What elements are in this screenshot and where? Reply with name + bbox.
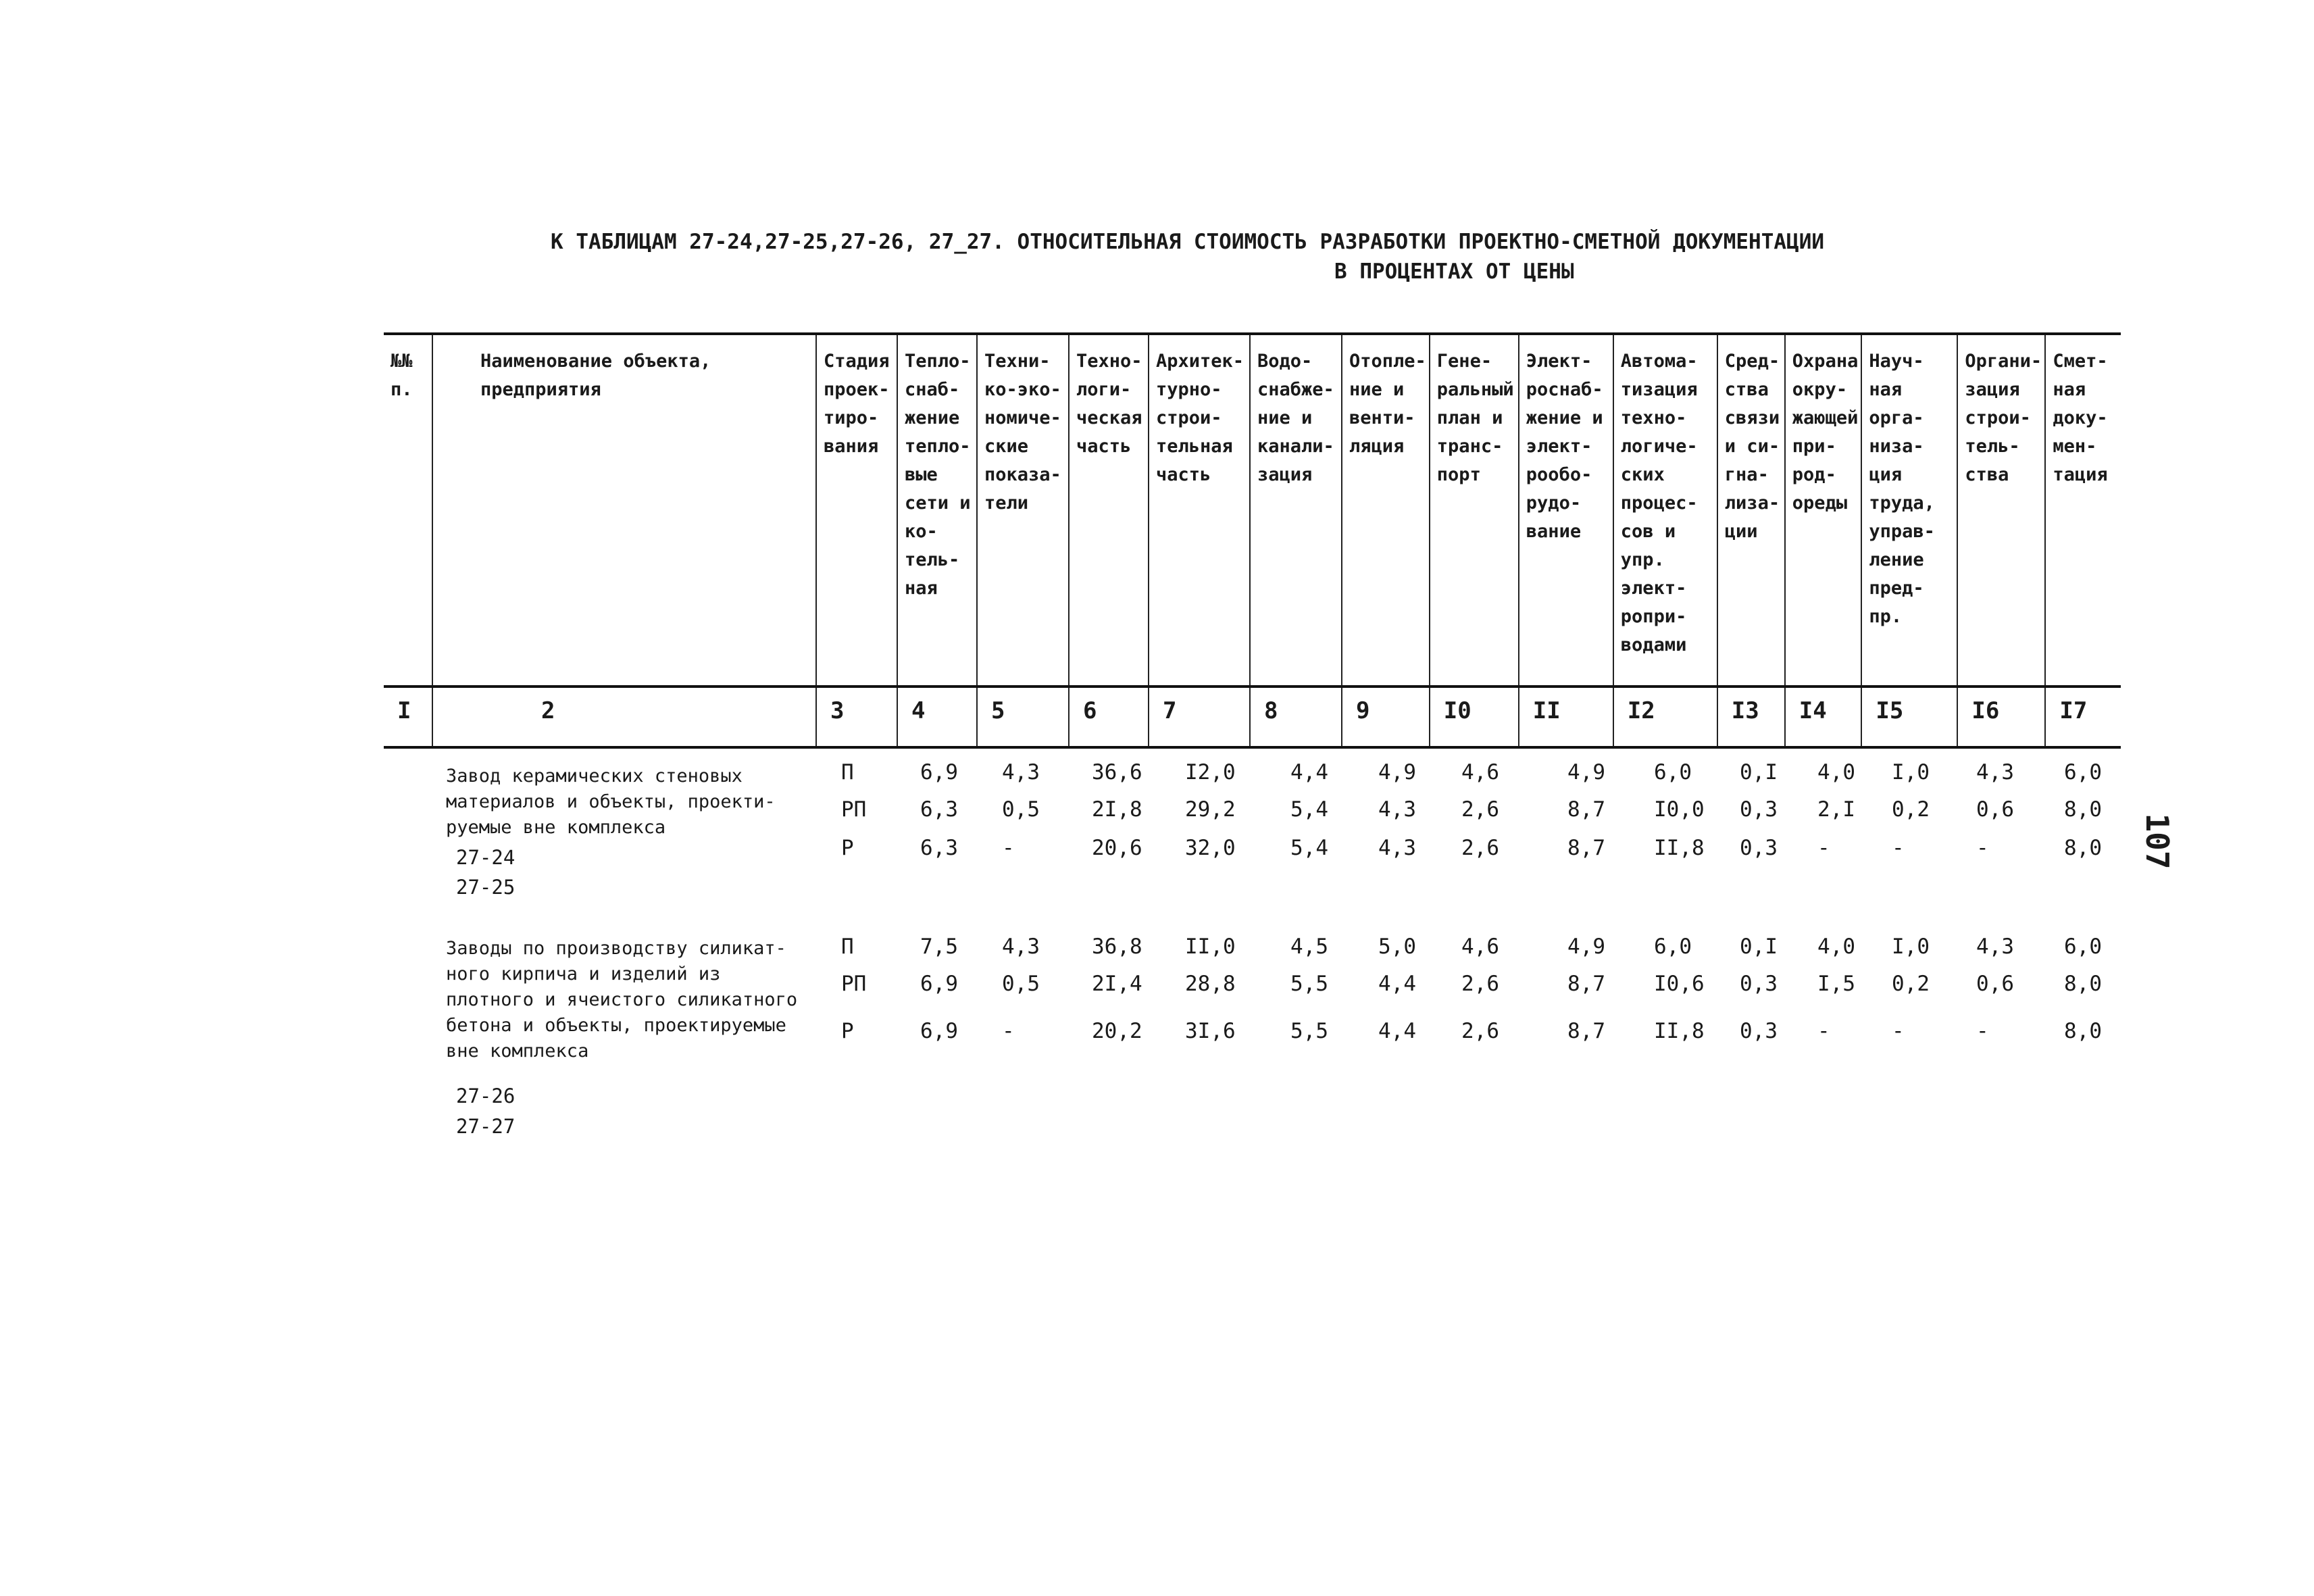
value-cell: II,0	[1185, 934, 1236, 959]
value-cell: 6,9	[920, 760, 958, 784]
value-cell: 4,0	[1817, 760, 1855, 784]
value-cell: -	[1002, 836, 1015, 860]
value-cell: 2,6	[1461, 972, 1499, 996]
stage-cell: РП	[841, 972, 867, 996]
stage-cell: П	[841, 760, 854, 784]
column-number: I4	[1785, 687, 1862, 747]
stage-cell: РП	[841, 797, 867, 822]
value-cell: 2,6	[1461, 797, 1499, 822]
value-cell: 4,4	[1378, 1019, 1416, 1043]
table-code: 27-24	[456, 846, 515, 869]
value-cell: 4,6	[1461, 934, 1499, 959]
value-cell: 3I,6	[1185, 1019, 1236, 1043]
column-header: Органи- зация строи- тель- ства	[1957, 334, 2045, 687]
column-number: I5	[1861, 687, 1957, 747]
value-cell: 4,3	[1002, 760, 1040, 784]
value-cell: 0,2	[1892, 797, 1930, 822]
value-cell: 8,0	[2064, 972, 2102, 996]
object-name-line: ного кирпича и изделий из	[446, 964, 721, 984]
value-cell: 4,0	[1817, 934, 1855, 959]
value-cell: 4,3	[1002, 934, 1040, 959]
column-number: I	[397, 697, 411, 724]
value-cell: 2I,8	[1092, 797, 1142, 822]
value-cell: 4,3	[1378, 836, 1416, 860]
column-number: 3	[816, 687, 897, 747]
column-number: I7	[2045, 687, 2121, 747]
object-name-line: руемые вне комплекса	[446, 817, 666, 838]
value-cell: 5,0	[1378, 934, 1416, 959]
value-cell: 0,3	[1740, 797, 1778, 822]
value-cell: I,5	[1817, 972, 1855, 996]
column-number: 6	[1069, 687, 1149, 747]
value-cell: 4,6	[1461, 760, 1499, 784]
value-cell: II,8	[1654, 1019, 1705, 1043]
value-cell: 4,4	[1378, 972, 1416, 996]
table-code: 27-25	[456, 876, 515, 899]
column-header: Гене- ральный план и транс- порт	[1430, 334, 1519, 687]
column-header: Элект- роснаб- жение и элект- рообо- рудо- вание	[1519, 334, 1613, 687]
column-header: Техни- ко-эко- номиче- ские показа- тели	[977, 334, 1069, 687]
value-cell: 8,7	[1567, 836, 1605, 860]
column-header: №№ п.	[391, 351, 413, 400]
value-cell: -	[1817, 836, 1830, 860]
value-cell: 6,0	[2064, 760, 2102, 784]
value-cell: -	[1976, 1019, 1989, 1043]
value-cell: 4,4	[1290, 760, 1328, 784]
value-cell: 0,3	[1740, 836, 1778, 860]
value-cell: 7,5	[920, 934, 958, 959]
value-cell: 0,2	[1892, 972, 1930, 996]
value-cell: -	[1002, 1019, 1015, 1043]
object-name-line: Заводы по производству силикат-	[446, 938, 786, 959]
object-name-line: плотного и ячеистого силикатного	[446, 989, 798, 1010]
column-header: Тепло- снаб- жение тепло- вые сети и ко- тель- ная	[897, 334, 977, 687]
stage-cell: Р	[841, 1019, 854, 1043]
column-number: 4	[897, 687, 977, 747]
value-cell: 2I,4	[1092, 972, 1142, 996]
column-number: I0	[1430, 687, 1519, 747]
value-cell: 0,3	[1740, 1019, 1778, 1043]
column-header: Охрана окру- жающей при- род- ореды	[1785, 334, 1862, 687]
value-cell: I0,6	[1654, 972, 1705, 996]
value-cell: 20,2	[1092, 1019, 1142, 1043]
value-cell: 6,3	[920, 797, 958, 822]
value-cell: 5,4	[1290, 797, 1328, 822]
value-cell: 0,I	[1740, 934, 1778, 959]
value-cell: 0,3	[1740, 972, 1778, 996]
page-number: 107	[2139, 813, 2175, 870]
value-cell: 6,9	[920, 972, 958, 996]
value-cell: 6,0	[1654, 760, 1692, 784]
value-cell: 0,5	[1002, 797, 1040, 822]
value-cell: 8,0	[2064, 797, 2102, 822]
column-number-row	[384, 687, 2121, 747]
value-cell: I,0	[1892, 934, 1930, 959]
column-header: Наименование объекта, предприятия	[432, 334, 816, 687]
value-cell: 29,2	[1185, 797, 1236, 822]
value-cell: 0,I	[1740, 760, 1778, 784]
column-number: 8	[1250, 687, 1342, 747]
value-cell: 8,7	[1567, 1019, 1605, 1043]
object-name-line: вне комплекса	[446, 1041, 589, 1062]
value-cell: 5,5	[1290, 1019, 1328, 1043]
value-cell: 8,0	[2064, 836, 2102, 860]
column-number: I3	[1717, 687, 1785, 747]
value-cell: 36,6	[1092, 760, 1142, 784]
stage-cell: Р	[841, 836, 854, 860]
object-name-line: бетона и объекты, проектируемые	[446, 1015, 786, 1036]
column-number: II	[1519, 687, 1613, 747]
value-cell: 5,4	[1290, 836, 1328, 860]
value-cell: II,8	[1654, 836, 1705, 860]
value-cell: 6,9	[920, 1019, 958, 1043]
title-line-1: К ТАБЛИЦАМ 27-24,27-25,27-26, 27_27. ОТНОСИТЕЛЬНАЯ СТОИМОСТЬ РАЗРАБОТКИ ПРОЕКТНО-СМЕТНОЙ ДОКУМЕНТАЦИИ	[551, 230, 1825, 254]
column-header: Архитек- турно- строи- тельная часть	[1149, 334, 1250, 687]
column-number: 9	[1342, 687, 1430, 747]
value-cell: 8,7	[1567, 797, 1605, 822]
value-cell: 28,8	[1185, 972, 1236, 996]
header-table	[384, 332, 2121, 749]
value-cell: 8,7	[1567, 972, 1605, 996]
value-cell: -	[1892, 836, 1905, 860]
column-header: Стадия проек- тиро- вания	[816, 334, 897, 687]
column-number: 7	[1149, 687, 1250, 747]
table-code: 27-27	[456, 1115, 515, 1138]
column-header: Сред- ства связи и си- гна- лиза- ции	[1717, 334, 1785, 687]
value-cell: -	[1817, 1019, 1830, 1043]
value-cell: -	[1976, 836, 1989, 860]
value-cell: 6,0	[2064, 934, 2102, 959]
value-cell: I,0	[1892, 760, 1930, 784]
value-cell: 4,9	[1567, 934, 1605, 959]
value-cell: 4,3	[1976, 760, 2014, 784]
value-cell: 0,6	[1976, 972, 2014, 996]
value-cell: 32,0	[1185, 836, 1236, 860]
value-cell: 8,0	[2064, 1019, 2102, 1043]
table-code: 27-26	[456, 1084, 515, 1107]
value-cell: 4,3	[1378, 797, 1416, 822]
value-cell: 4,5	[1290, 934, 1328, 959]
value-cell: 4,9	[1567, 760, 1605, 784]
value-cell: 36,8	[1092, 934, 1142, 959]
object-name-line: материалов и объекты, проекти-	[446, 791, 776, 812]
column-header: Науч- ная орга- низа- ция труда, управ- ление пред- пр.	[1861, 334, 1957, 687]
column-header: Техно- логи- ческая часть	[1069, 334, 1149, 687]
value-cell: I0,0	[1654, 797, 1705, 822]
column-header: Смет- ная доку- мен- тация	[2045, 334, 2121, 687]
value-cell: 2,6	[1461, 1019, 1499, 1043]
value-cell: 20,6	[1092, 836, 1142, 860]
value-cell: 4,9	[1378, 760, 1416, 784]
value-cell: 4,3	[1976, 934, 2014, 959]
column-number: 5	[977, 687, 1069, 747]
column-header-row	[384, 334, 2121, 687]
value-cell: 6,0	[1654, 934, 1692, 959]
column-header: Автома- тизация техно- логиче- ских процес- сов и упр. элект- ропри- водами	[1613, 334, 1717, 687]
value-cell: 0,5	[1002, 972, 1040, 996]
value-cell: 6,3	[920, 836, 958, 860]
column-number: 2	[432, 687, 816, 747]
value-cell: 5,5	[1290, 972, 1328, 996]
value-cell: 2,6	[1461, 836, 1499, 860]
title-line-2: В ПРОЦЕНТАХ ОТ ЦЕНЫ	[1334, 259, 1574, 284]
value-cell: 0,6	[1976, 797, 2014, 822]
value-cell: I2,0	[1185, 760, 1236, 784]
column-number: I6	[1957, 687, 2045, 747]
column-header: Водо- снабже- ние и канали- зация	[1250, 334, 1342, 687]
value-cell: 2,I	[1817, 797, 1855, 822]
column-number: I2	[1613, 687, 1717, 747]
value-cell: -	[1892, 1019, 1905, 1043]
stage-cell: П	[841, 934, 854, 959]
object-name-line: Завод керамических стеновых	[446, 766, 743, 787]
column-header: Отопле- ние и венти- ляция	[1342, 334, 1430, 687]
